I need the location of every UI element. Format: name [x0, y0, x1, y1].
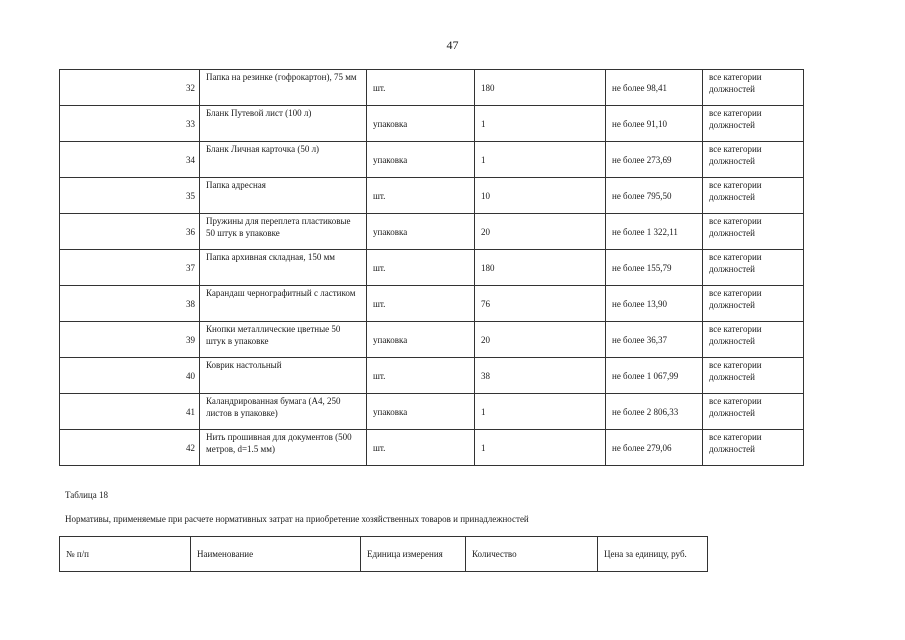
row-unit: упаковка	[367, 142, 475, 178]
row-category	[703, 430, 804, 466]
row-name: Кнопки металлические цветные 50 штук в упаковке	[200, 322, 367, 358]
row-unit: шт.	[367, 178, 475, 214]
row-number: 35	[60, 178, 200, 214]
row-unit: шт.	[367, 358, 475, 394]
row-quantity: 1	[475, 142, 606, 178]
row-category-line: должностей	[709, 336, 755, 346]
row-category-line: все категории	[709, 432, 762, 442]
row-category-line: все категории	[709, 108, 762, 118]
row-number: 41	[60, 394, 200, 430]
row-name: Каландрированная бумага (А4, 250 листов в упаковке)	[200, 394, 367, 430]
table-row	[60, 430, 804, 466]
row-category-line: все категории	[709, 180, 762, 190]
row-category-line: должностей	[709, 264, 755, 274]
table-row	[60, 358, 804, 394]
row-quantity: 10	[475, 178, 606, 214]
row-category-line: должностей	[709, 444, 755, 454]
table-row	[60, 250, 804, 286]
row-name: Бланк Путевой лист (100 л)	[200, 106, 367, 142]
row-category	[703, 142, 804, 178]
row-price: не более 273,69	[606, 142, 703, 178]
row-number: 32	[60, 70, 200, 106]
row-category-line: должностей	[709, 408, 755, 418]
table-row	[60, 142, 804, 178]
row-price: не более 279,06	[606, 430, 703, 466]
header-num: № п/п	[60, 537, 191, 572]
items-table	[59, 69, 804, 466]
row-category-line: должностей	[709, 84, 755, 94]
table-caption: Таблица 18	[65, 490, 108, 500]
row-unit: шт.	[367, 250, 475, 286]
row-name: Нить прошивная для документов (500 метров, d=1.5 мм)	[200, 430, 367, 466]
header-unit: Единица измерения	[361, 537, 466, 572]
row-number: 39	[60, 322, 200, 358]
table-row	[60, 178, 804, 214]
row-quantity: 76	[475, 286, 606, 322]
row-name: Папка на резинке (гофрокартон), 75 мм	[200, 70, 367, 106]
row-category-line: должностей	[709, 300, 755, 310]
row-price: не более 1 067,99	[606, 358, 703, 394]
table-row	[60, 106, 804, 142]
row-name: Бланк Личная карточка (50 л)	[200, 142, 367, 178]
row-quantity: 180	[475, 250, 606, 286]
row-number: 36	[60, 214, 200, 250]
row-price: не более 36,37	[606, 322, 703, 358]
table-18-header	[59, 536, 708, 572]
row-category-line: все категории	[709, 288, 762, 298]
row-quantity: 20	[475, 322, 606, 358]
row-category-line: все категории	[709, 360, 762, 370]
row-category-line: все категории	[709, 252, 762, 262]
row-category-line: все категории	[709, 396, 762, 406]
row-category-line: должностей	[709, 372, 755, 382]
row-category-line: должностей	[709, 192, 755, 202]
row-category	[703, 178, 804, 214]
row-number: 38	[60, 286, 200, 322]
header-qty: Количество	[466, 537, 598, 572]
row-category-line: все категории	[709, 144, 762, 154]
row-category	[703, 214, 804, 250]
row-price: не более 91,10	[606, 106, 703, 142]
header-price: Цена за единицу, руб.	[598, 537, 708, 572]
table-row	[60, 394, 804, 430]
row-unit: шт.	[367, 286, 475, 322]
row-category-line: должностей	[709, 156, 755, 166]
row-category-line: все категории	[709, 216, 762, 226]
row-unit: упаковка	[367, 106, 475, 142]
row-number: 34	[60, 142, 200, 178]
table-row	[60, 286, 804, 322]
row-price: не более 155,79	[606, 250, 703, 286]
row-quantity: 180	[475, 70, 606, 106]
row-quantity: 1	[475, 106, 606, 142]
row-category-line: все категории	[709, 324, 762, 334]
row-price: не более 1 322,11	[606, 214, 703, 250]
row-category	[703, 286, 804, 322]
row-price: не более 795,50	[606, 178, 703, 214]
row-quantity: 1	[475, 394, 606, 430]
row-price: не более 98,41	[606, 70, 703, 106]
row-category	[703, 358, 804, 394]
row-quantity: 1	[475, 430, 606, 466]
row-name: Карандаш чернографитный с ластиком	[200, 286, 367, 322]
row-number: 40	[60, 358, 200, 394]
row-category	[703, 70, 804, 106]
row-category	[703, 322, 804, 358]
row-unit: упаковка	[367, 394, 475, 430]
items-table-body	[60, 70, 804, 466]
row-quantity: 20	[475, 214, 606, 250]
row-unit: упаковка	[367, 214, 475, 250]
row-unit: упаковка	[367, 322, 475, 358]
row-category-line: все категории	[709, 72, 762, 82]
table-row	[60, 70, 804, 106]
row-name: Пружины для переплета пластиковые 50 штук в упаковке	[200, 214, 367, 250]
row-category-line: должностей	[709, 228, 755, 238]
table-row	[60, 322, 804, 358]
row-name: Папка архивная складная, 150 мм	[200, 250, 367, 286]
row-price: не более 13,90	[606, 286, 703, 322]
row-unit: шт.	[367, 70, 475, 106]
row-price: не более 2 806,33	[606, 394, 703, 430]
page-number: 47	[446, 38, 459, 52]
row-category	[703, 250, 804, 286]
row-number: 33	[60, 106, 200, 142]
row-number: 42	[60, 430, 200, 466]
row-unit: шт.	[367, 430, 475, 466]
row-quantity: 38	[475, 358, 606, 394]
table-row	[60, 214, 804, 250]
table-description: Нормативы, применяемые при расчете нормативных затрат на приобретение хозяйственных товаров и принадлежностей	[65, 514, 529, 524]
row-number: 37	[60, 250, 200, 286]
row-name: Папка адресная	[200, 178, 367, 214]
header-name: Наименование	[191, 537, 361, 572]
row-name: Коврик настольный	[200, 358, 367, 394]
header-row	[60, 537, 708, 572]
row-category	[703, 106, 804, 142]
row-category-line: должностей	[709, 120, 755, 130]
row-category	[703, 394, 804, 430]
